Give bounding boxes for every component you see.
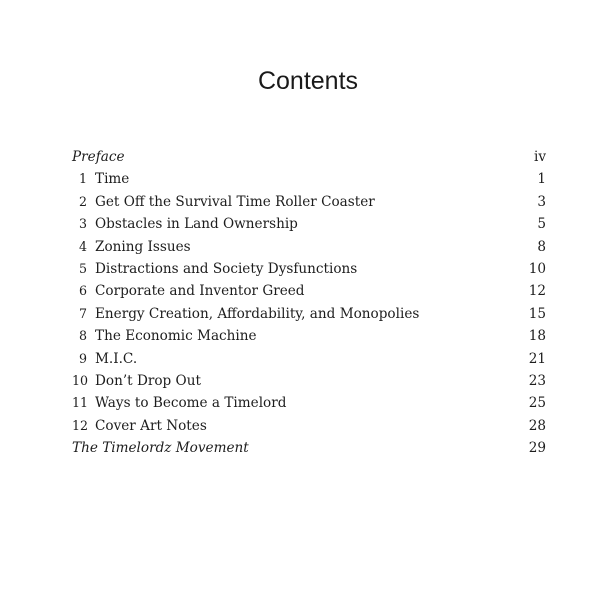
toc-page-number: 21 xyxy=(528,350,546,367)
toc-entry[interactable] xyxy=(72,191,546,213)
toc-chapter-number: 2 xyxy=(78,193,87,209)
toc-chapter-number: 1 xyxy=(78,171,87,187)
toc-page-number: 8 xyxy=(537,238,546,255)
toc-entry[interactable] xyxy=(72,168,546,190)
toc-entry[interactable] xyxy=(72,415,546,437)
toc-chapter-number: 7 xyxy=(78,305,87,321)
toc-chapter-number: 5 xyxy=(78,260,87,276)
toc-entry[interactable] xyxy=(72,348,546,370)
toc-entry-title: Energy Creation, Affordability, and Monopolies xyxy=(95,305,420,322)
toc-entry[interactable] xyxy=(72,303,546,325)
toc-entry[interactable] xyxy=(72,392,546,414)
table-of-contents xyxy=(72,146,546,459)
toc-entry-title: Obstacles in Land Ownership xyxy=(95,216,298,233)
toc-entry-title: Cover Art Notes xyxy=(95,417,207,434)
toc-chapter-number: 6 xyxy=(78,283,87,299)
toc-entry[interactable] xyxy=(72,280,546,302)
toc-page-number: 15 xyxy=(528,305,546,322)
toc-page-number: 28 xyxy=(528,417,546,434)
toc-entry-title: Don’t Drop Out xyxy=(95,372,201,389)
page-title: Contents xyxy=(257,67,359,95)
toc-page-number: 12 xyxy=(528,283,546,300)
toc-chapter-number: 11 xyxy=(72,395,89,411)
toc-chapter-number: 8 xyxy=(78,328,87,344)
toc-entry[interactable] xyxy=(72,236,546,258)
toc-page-number: 3 xyxy=(537,193,546,210)
toc-entry[interactable] xyxy=(72,370,546,392)
toc-chapter-number: 9 xyxy=(78,350,87,366)
toc-entry-title: The Timelordz Movement xyxy=(72,440,249,457)
toc-entry-title: Ways to Become a Timelord xyxy=(95,395,287,412)
toc-entry[interactable] xyxy=(72,146,546,168)
toc-page-number: 23 xyxy=(528,372,546,389)
toc-chapter-number: 3 xyxy=(78,216,87,232)
toc-entry[interactable] xyxy=(72,213,546,235)
toc-entry[interactable] xyxy=(72,437,546,459)
toc-chapter-number: 12 xyxy=(72,417,89,433)
toc-entry-title: Zoning Issues xyxy=(95,238,191,255)
toc-page-number: iv xyxy=(533,149,546,165)
toc-entry[interactable] xyxy=(72,325,546,347)
toc-entry-title: M.I.C. xyxy=(95,350,138,367)
toc-page-number: 10 xyxy=(528,260,546,277)
toc-page-number: 5 xyxy=(537,216,546,233)
toc-page-number: 25 xyxy=(528,395,546,412)
toc-entry-title: Time xyxy=(95,171,130,188)
toc-entry-title: The Economic Machine xyxy=(95,328,257,345)
toc-entry-title: Distractions and Society Dysfunctions xyxy=(95,260,358,277)
toc-page-number: 1 xyxy=(537,171,546,188)
toc-page-number: 18 xyxy=(528,328,546,345)
toc-entry[interactable] xyxy=(72,258,546,280)
toc-entry-title: Get Off the Survival Time Roller Coaster xyxy=(95,193,375,210)
toc-entry-title: Corporate and Inventor Greed xyxy=(95,283,305,300)
toc-entry-title: Preface xyxy=(72,149,125,165)
toc-chapter-number: 10 xyxy=(72,372,89,388)
toc-chapter-number: 4 xyxy=(78,238,87,254)
toc-page-number: 29 xyxy=(528,440,546,457)
